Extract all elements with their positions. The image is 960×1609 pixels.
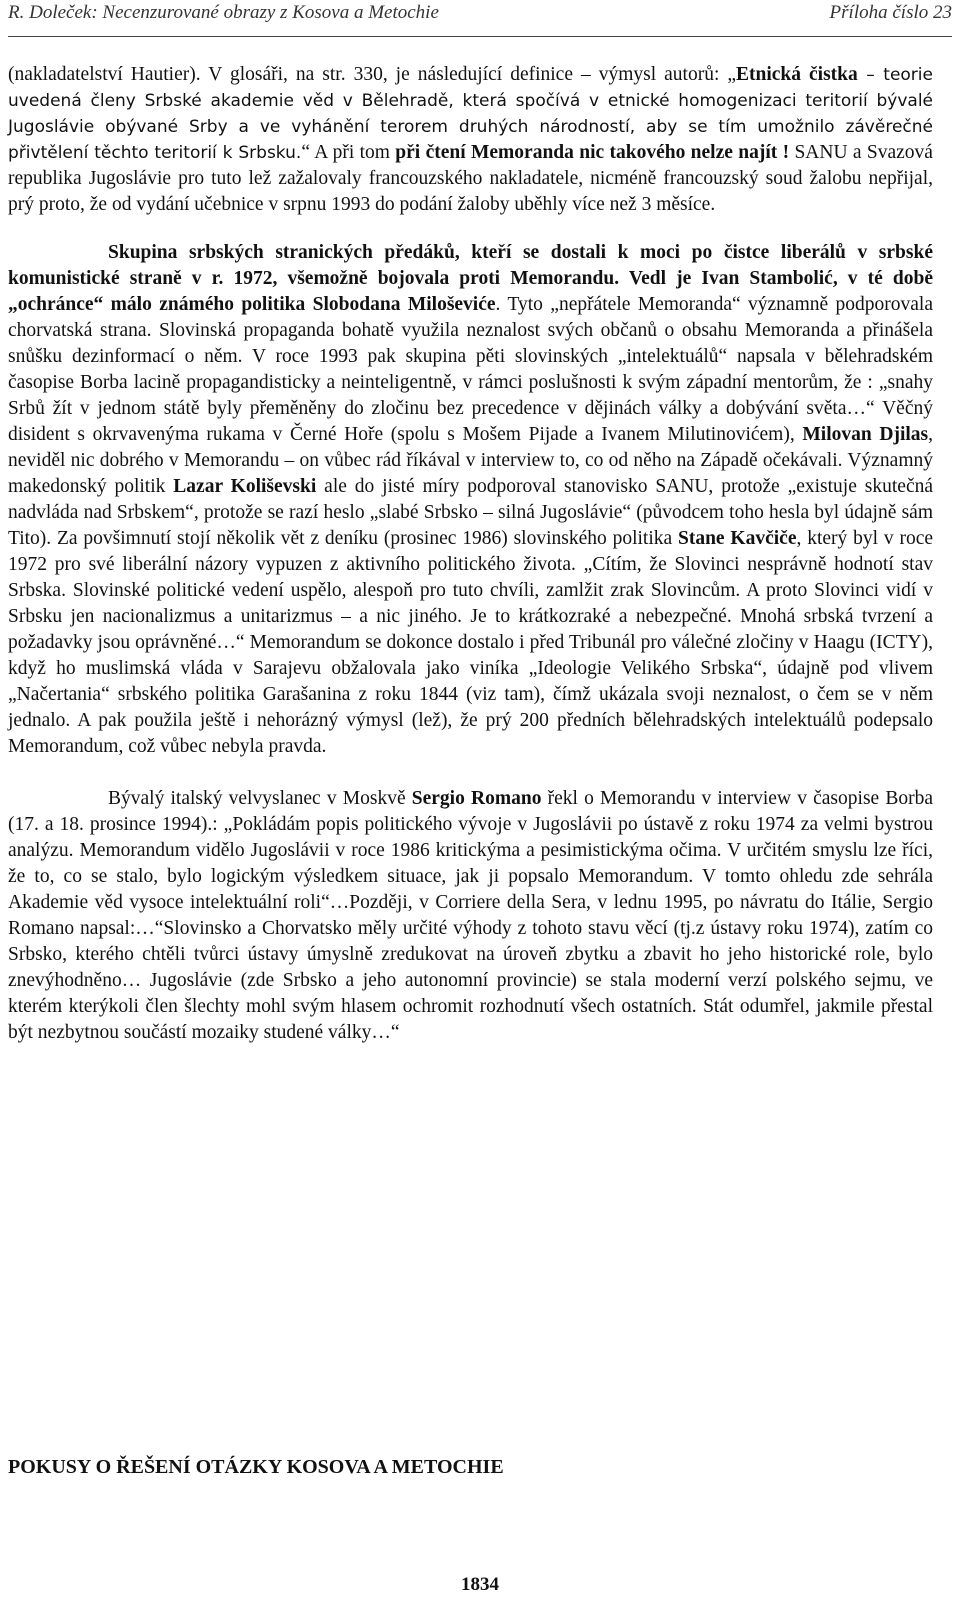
paragraph-1-text-a: (nakladatelství Hautier). V glosáři, na str. 330, je následující definice – výmysl autorů: „ bbox=[8, 64, 736, 85]
section-heading: POKUSY O ŘEŠENÍ OTÁZKY KOSOVA A METOCHIE bbox=[8, 1456, 504, 1478]
paragraph-3-text-a: Bývalý italský velvyslanec v Moskvě bbox=[108, 788, 412, 809]
paragraph-1-term: Etnická čistka bbox=[736, 64, 858, 85]
page-number: 1834 bbox=[461, 1574, 499, 1595]
header-book-title: R. Doleček: Necenzurované obrazy z Kosova a Metochie bbox=[8, 2, 439, 23]
paragraph-2-name-djilas: Milovan Djilas bbox=[802, 424, 929, 445]
paragraph-1-text-c: SANU a Svazová republika Jugoslávie pro tuto lež zažalovaly francouzského nakladatele, nicméně francouzský soud žalobu nepřijal, prý proto, že od vydání učebnice v srpnu 1993 do podání žaloby uběhly více než 3 měsíce. bbox=[8, 142, 933, 215]
paragraph-2-text-a: . Tyto „nepřátele Memoranda“ významně podporovala chorvatská strana. Slovinská propaganda bohatě využila neznalost svých občanů o obsahu Memoranda a přinášela snůšku dezinformací o něm. V roce 1993 pak skupina pěti slovinských „intelektuálů“ napsala v bělehradském časopise Borba lacině propagandisticky a neinteligentně, v rámci poslušnosti k svým západní mentorům, že : „snahy Srbů žít v jednom státě byly přeměněny do zločinu bez precedence v dějinách války a dobývání světa…“ Věčný disident s okrvavenýma rukama v Černé Hoře (spolu s Mošem Pijade a Ivanem Milutinovićem), bbox=[8, 294, 933, 445]
paragraph-2-text-b: , neviděl nic dobrého v Memorandu – on vůbec rád říkával v interview to, co od něho na Západě očekávali. Významný makedonský politik bbox=[8, 424, 933, 497]
paragraph-3-text-b: řekl o Memorandu v interview v časopise Borba (17. a 18. prosince 1994).: „Pokládám popis politického vývoje v Jugoslávii po ústavě z roku 1974 za velmi bystrou analýzu. Memorandum vidělo Jugoslávii v roce 1986 kritickýma a pesimistickýma očima. V určitém smyslu lze říci, že to, co se stalo, bylo logickým výsledkem situace, jak ji popsalo Memorandum. V tomto ohledu zde sehrála Akademie věd vysoce intelektuální roli“…Později, v Corriere della Sera, v lednu 1995, po návratu do Itálie, Sergio Romano napsal:…“Slovinsko a Chorvatsko měly určité výhody z tohoto stavu věcí (tj.z ústavy roku 1974), zatím co Srbsko, kterého chtěli tvůrci ústavy úmyslně zredukovat na úroveň zbytku a zbavit ho jeho historické role, bylo znevýhodněno… Jugoslávie (zde Srbsko a jeho autonomní provincie) se stala moderní verzí polského sejmu, ve kterém kterýkoli člen šlechty mohl svým hlasem ochromit rozhodnutí všech ostatních. Stát odumřel, jakmile přestal být nezbytnou součástí mozaiky studené války…“ bbox=[8, 788, 934, 1043]
paragraph-1-definition: – teorie uvedená členy Srbské akademie věd v Bělehradě, která spočívá v etnické homogenizaci teritorií bývalé Jugoslávie obývané Srby a ve vyhánění terorem druhých národností, aby se tím umožnilo závěrečné přivtělení těchto teritorií k Srbsku. bbox=[8, 65, 933, 163]
paragraph-3 bbox=[8, 786, 933, 1046]
paragraph-2-name-kavcic: Stane Kavčiče bbox=[678, 528, 797, 549]
header-appendix-label: Příloha číslo 23 bbox=[829, 2, 952, 23]
paragraph-2 bbox=[8, 240, 933, 760]
paragraph-2-text-d: , který byl v roce 1972 pro své liberální názory vypuzen z aktivního politického života. „Cítím, že Slovinci nesprávně hodnotí stav Srbska. Slovinské politické vedení uspělo, alespoň pro tuto chvíli, zamlžit zrak Slovincům. A proto Slovinci vidí v Srbsku jen nacionalizmus a unitarizmus – a nic jiného. Je to krátkozraké a nebezpečné. Mnohá srbská tvrzení a požadavky jsou oprávněné…“ Memorandum se dokonce dostalo i před Tribunál pro válečné zločiny v Haagu (ICTY), když ho muslimská vláda v Sarajevu obžalovala jako viníka „Ideologie Velikého Srbska“, údajně pod vlivem „Načertania“ srbského politika Garašanina z roku 1844 (viz tam), čímž ukázala svoji neznalost, o čem se v něm jednalo. A pak použila ještě i nehorázný výmysl (lež), že prý 200 předních bělehradských intelektuálů podepsalo Memorandum, což vůbec nebyla pravda. bbox=[8, 528, 934, 757]
paragraph-2-text-c: ale do jisté míry podporoval stanovisko SANU, protože „existuje skutečná nadvláda nad Srbskem“, protože se razí heslo „slabé Srbsko – silná Jugoslávie“ (původcem toho hesla byl údajně sám Tito). Za povšimnutí stojí několik vět z deníku (prosinec 1986) slovinského politika bbox=[8, 476, 933, 549]
paragraph-2-bold-intro: Skupina srbských stranických předáků, kteří se dostali k moci po čistce liberálů v srbské komunistické straně v r. 1972, všemožně bojovala proti Memorandu. Vedl je Ivan Stambolić, v té době „ochránce“ málo známého politika Slobodana Miloševiće bbox=[8, 242, 933, 315]
document-body bbox=[8, 62, 933, 1046]
paragraph-1-text-b: “ A při tom bbox=[301, 142, 396, 163]
page-header bbox=[8, 0, 952, 37]
paragraph-2-name-kolisevski: Lazar Koliševski bbox=[173, 476, 317, 497]
paragraph-1 bbox=[8, 62, 933, 218]
paragraph-1-emphasis: při čtení Memoranda nic takového nelze najít ! bbox=[395, 142, 790, 163]
paragraph-3-name-romano: Sergio Romano bbox=[411, 788, 542, 809]
